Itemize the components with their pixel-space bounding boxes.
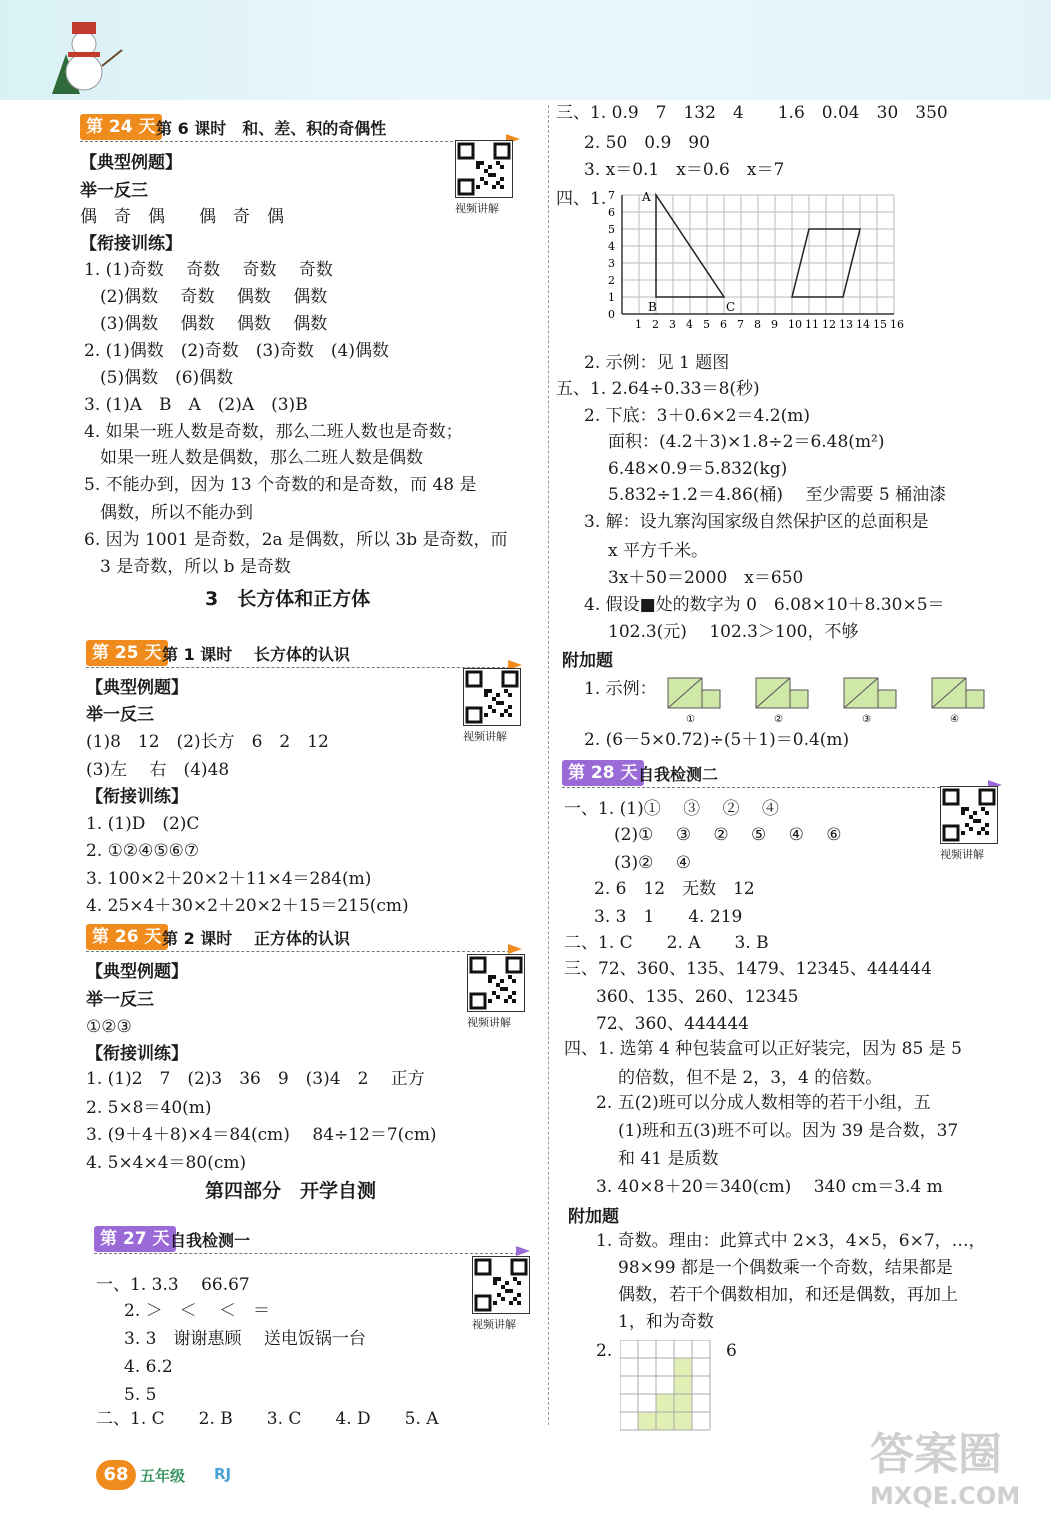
answer-line: 4. 5×4×4＝80(cm) [86,1153,247,1173]
point-label-a: A [642,190,651,204]
answer-line: (1)8 12 (2)长方 6 2 12 [86,732,329,752]
answer-line: 五、1. 2.64÷0.33＝8(秒) [556,379,760,399]
x-tick-label: 11 [805,318,819,331]
day26-header [86,924,522,952]
header-rule [94,1253,518,1254]
answer-line: 5. 不能办到，因为 13 个奇数的和是奇数，而 48 是 [84,475,477,495]
answer-line: 举一反三 [86,990,154,1010]
top-band [0,0,1051,100]
answer-line: 4. 6.2 [124,1357,173,1377]
day-badge: 第 24 天 [80,114,162,140]
y-tick-label: 1 [608,291,615,304]
qr-code-icon[interactable] [463,668,521,726]
y-tick-label: 0 [608,308,615,321]
answer-line: 偶 奇 偶 偶 奇 偶 [80,207,284,227]
answer-line: 如果一班人数是偶数，那么二班人数是偶数 [100,448,423,468]
qr-code-icon[interactable] [940,786,998,844]
y-tick-label: 4 [608,240,615,253]
answer-line: 3. 解：设九寨沟国家级自然保护区的总面积是 [584,512,929,532]
day25-header [86,640,522,668]
answer-line: 举一反三 [80,181,148,201]
answer-line: 2. ①②④⑤⑥⑦ [86,841,200,861]
answer-line: 附加题 [562,651,613,671]
answer-line: 二、1. C 2. A 3. B [564,933,769,953]
answer-line: (1)班和五(3)班不可以。因为 39 是合数，37 [618,1121,959,1141]
answer-line: 3. x＝0.1 x＝0.6 x＝7 [584,160,785,180]
page-number-badge [96,1460,136,1490]
figure-number: ③ [862,714,871,725]
answer-line: 和 41 是质数 [618,1149,719,1169]
chapter-title: 3 长方体和正方体 [205,588,371,610]
answer-line: 3. 3 1 4. 219 [594,907,743,927]
answer-line: ①②③ [86,1017,132,1037]
qr-label: 视频讲解 [940,848,984,861]
answer-line: 2. 下底：3＋0.6×2＝4.2(m) [584,406,810,426]
watermark-bottom-text: MXQE.COM [870,1482,1021,1510]
watermark-top-text: 答案圈 [870,1429,1002,1480]
figure-number: ④ [950,714,959,725]
point-label-b: B [648,300,657,314]
answer-line: (2)① ③ ② ⑤ ④ ⑥ [614,825,842,845]
answer-line: 一、1. 3.3 66.67 [96,1275,250,1295]
answer-line: 3. 40×8＋20＝340(cm) 340 cm＝3.4 m [596,1177,943,1197]
answer-line: 三、72、360、135、1479、12345、444444 [564,959,932,979]
answer-line: 102.3(元) 102.3＞100，不够 [608,622,859,642]
qr-label: 视频讲解 [463,730,507,743]
answer-line: 2. 示例：见 1 题图 [584,353,730,373]
x-tick-label: 4 [686,318,693,331]
answer-line: 【衔接训练】 [80,234,182,254]
lesson-title: 自我检测一 [170,1231,251,1250]
answer-line: (5)偶数 (6)偶数 [100,368,234,388]
grade-label: 五年级 [140,1467,186,1485]
answer-line: 6. 因为 1001 是奇数，2a 是偶数，所以 3b 是奇数，而 [84,530,508,550]
x-tick-label: 10 [788,318,802,331]
answer-line: 2. ＞ ＜ ＜ ＝ [124,1301,271,1321]
qr-label: 视频讲解 [455,202,499,215]
arrow-icon [516,1246,530,1256]
edition-label: RJ [214,1465,232,1483]
answer-line: 偶数，若干个偶数相加，和还是偶数，再加上 [618,1285,958,1305]
answer-line: 二、1. C 2. B 3. C 4. D 5. A [96,1409,439,1429]
y-tick-label: 2 [608,274,615,287]
answer-line: 72、360、444444 [596,1014,749,1034]
lesson-title: 第 1 课时 长方体的认识 [162,645,350,664]
answer-line: 2. 50 0.9 90 [584,133,710,153]
answer-line: (2)偶数 奇数 偶数 偶数 [100,287,328,307]
y-tick-label: 6 [608,206,615,219]
answer-line: 360、135、260、12345 [596,987,799,1007]
answer-line: 三、1. 0.9 7 132 4 1.6 0.04 30 350 [556,103,948,123]
answer-line: 5. 5 [124,1385,157,1405]
qr-label: 视频讲解 [467,1016,511,1029]
answer-line: 四、1. 选第 4 种包装盒可以正好装完，因为 85 是 5 [564,1039,962,1059]
answer-line: 6.48×0.9＝5.832(kg) [608,459,788,479]
answer-line: 6 [726,1341,737,1361]
answer-line: 的倍数，但不是 2，3，4 的倍数。 [618,1068,883,1088]
answer-line: 【衔接训练】 [86,1044,188,1064]
answer-line: 3. (9＋4＋8)×4＝84(cm) 84÷12＝7(cm) [86,1125,437,1145]
answer-line: 3 是奇数，所以 b 是奇数 [100,557,291,577]
answer-line: 1，和为奇数 [618,1312,714,1332]
day-badge: 第 25 天 [86,640,168,666]
day-badge: 第 27 天 [94,1226,176,1252]
part-title: 第四部分 开学自测 [205,1180,377,1202]
x-tick-label: 1 [635,318,642,331]
answer-line: 【典型例题】 [86,962,188,982]
x-tick-label: 7 [737,318,744,331]
answer-line: 2. (1)偶数 (2)奇数 (3)奇数 (4)偶数 [84,341,389,361]
y-tick-label: 5 [608,223,615,236]
x-tick-label: 12 [822,318,836,331]
arrow-icon [508,944,522,954]
header-rule [562,787,990,788]
answer-line: (3)偶数 偶数 偶数 偶数 [100,314,328,334]
answer-line: 偶数，所以不能办到 [100,503,253,523]
coordinate-grid [600,186,910,346]
day-badge: 第 28 天 [562,760,644,786]
answer-line: 5.832÷1.2＝4.86(桶) 至少需要 5 桶油漆 [608,485,947,505]
x-tick-label: 3 [669,318,676,331]
x-tick-label: 8 [754,318,761,331]
answer-line: 3. 3 谢谢惠顾 送电饭锅一台 [124,1329,366,1349]
square-grid-figure [620,1340,720,1432]
answer-line: 1. (1)D (2)C [86,814,200,834]
answer-line: 3. 100×2＋20×2＋11×4＝284(m) [86,869,372,889]
lesson-title: 第 2 课时 正方体的认识 [162,929,350,948]
point-label-c: C [726,300,736,314]
answer-line: 四、1. [556,189,607,209]
answer-line: 4. 假设■处的数字为 0 6.08×10＋8.30×5＝ [584,595,945,615]
answer-line: 3. (1)A B A (2)A (3)B [84,395,308,415]
answer-line: (3)左 右 (4)48 [86,760,230,780]
answer-line: 【典型例题】 [80,153,182,173]
figure-number: ② [774,714,783,725]
lesson-title: 第 6 课时 和、差、积的奇偶性 [156,119,387,138]
answer-line: 4. 25×4＋30×2＋20×2＋15＝215(cm) [86,896,409,916]
answer-line: x 平方千米。 [608,541,708,561]
y-tick-label: 7 [608,189,615,202]
lesson-title: 自我检测二 [638,765,719,784]
qr-code-icon[interactable] [472,1256,530,1314]
answer-line: 1. 示例： [584,679,657,699]
watermark [870,1418,1040,1528]
day24-header [80,114,520,142]
answer-line: 1. 奇数。理由：此算式中 2×3，4×5，6×7，…， [596,1231,986,1251]
y-tick-label: 3 [608,257,615,270]
answer-line: 4. 如果一班人数是奇数，那么二班人数也是奇数； [84,422,463,442]
x-tick-label: 2 [652,318,659,331]
answer-line: 2. 五(2)班可以分成人数相等的若干小组，五 [596,1093,931,1113]
x-tick-label: 5 [703,318,710,331]
answer-line: 2. (6－5×0.72)÷(5＋1)＝0.4(m) [584,730,850,750]
answer-line: 1. (1)奇数 奇数 奇数 奇数 [84,260,333,280]
folding-examples-figure [660,674,1000,726]
qr-code-icon[interactable] [455,140,513,198]
snowman-icon [40,14,130,98]
header-rule [86,951,510,952]
day28-header [562,760,1002,788]
answer-line: 98×99 都是一个偶数乘一个奇数，结果都是 [618,1258,953,1278]
x-tick-label: 16 [890,318,904,331]
answer-line: 1. (1)2 7 (2)3 36 9 (3)4 2 正方 [86,1069,425,1089]
day27-header [94,1226,530,1254]
answer-line: 2. [596,1341,613,1361]
figure-number: ① [686,714,695,725]
answer-line: 一、1. (1)① ③ ② ④ [564,799,779,819]
qr-label: 视频讲解 [472,1318,516,1331]
answer-line: 面积：(4.2＋3)×1.8÷2＝6.48(m²) [608,432,885,452]
answer-line: 2. 6 12 无数 12 [594,879,755,899]
x-tick-label: 6 [720,318,727,331]
answer-line: 举一反三 [86,705,154,725]
answer-line: 附加题 [568,1207,619,1227]
page-number: 68 [103,1464,129,1485]
answer-line: (3)② ④ [614,853,691,873]
header-rule [86,667,510,668]
qr-code-icon[interactable] [467,954,525,1012]
answer-line: 【典型例题】 [86,678,188,698]
column-divider [548,105,549,1425]
answer-line: 3x＋50＝2000 x＝650 [608,568,804,588]
day-badge: 第 26 天 [86,924,168,950]
answer-line: 【衔接训练】 [86,787,188,807]
x-tick-label: 13 [839,318,853,331]
x-tick-label: 9 [771,318,778,331]
x-tick-label: 14 [856,318,870,331]
answer-line: 2. 5×8＝40(m) [86,1098,212,1118]
x-tick-label: 15 [873,318,887,331]
header-rule [80,141,508,142]
